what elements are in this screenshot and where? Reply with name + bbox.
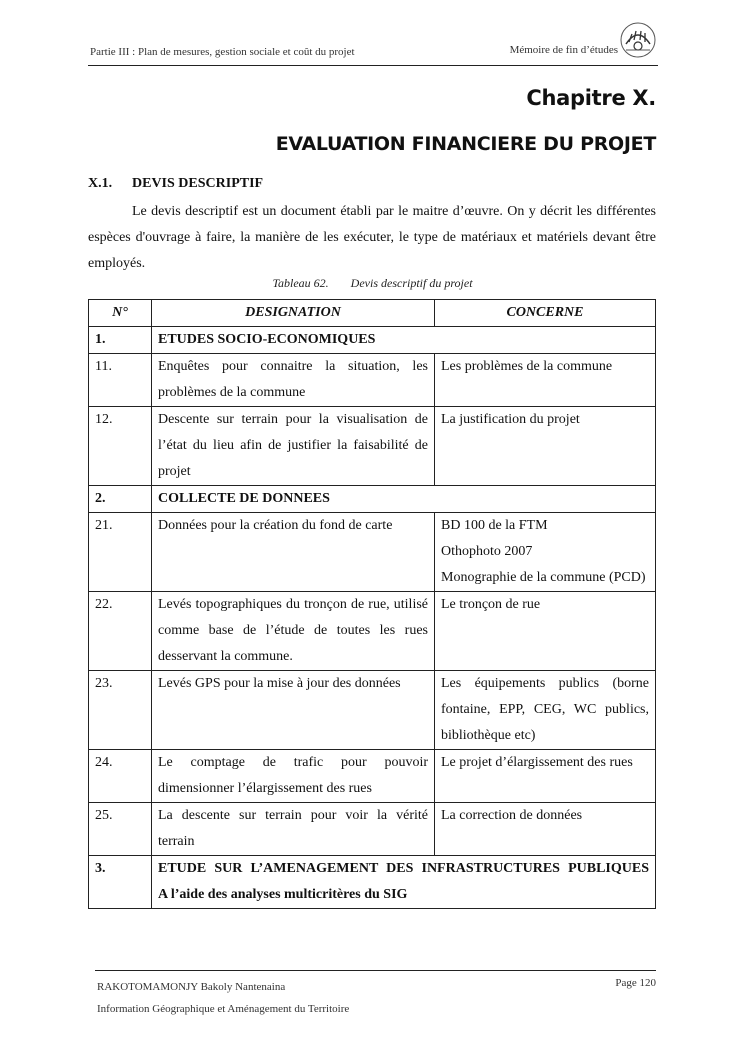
row-number: 25.	[89, 803, 152, 856]
page-header	[88, 40, 658, 66]
row-number: 24.	[89, 750, 152, 803]
row-concerne: Le tronçon de rue	[435, 592, 656, 671]
designation-text: ETUDE SUR L’AMENAGEMENT DES INFRASTRUCTURES PUBLIQUES	[158, 861, 649, 876]
row-designation-line	[158, 856, 649, 882]
table-row	[89, 327, 656, 354]
row-designation	[152, 856, 656, 909]
body-paragraph: Le devis descriptif est un document établi par le maitre d’œuvre. On y décrit les différentes espèces d'ouvrage à faire, la manière de les exécuter, le type de matériaux et matériels devant être employés.	[88, 204, 656, 271]
section-heading	[88, 176, 263, 192]
chapter-title: Chapitre X.	[526, 86, 656, 110]
table-row	[89, 592, 656, 671]
footer-institution: Information Géographique et Aménagement du Territoire	[97, 1003, 350, 1015]
table-row	[89, 407, 656, 486]
header-memoire-title: Mémoire de fin d’études	[509, 44, 618, 56]
row-number: 21.	[89, 513, 152, 592]
table-row	[89, 354, 656, 407]
row-number: 3.	[89, 856, 152, 909]
concerne-line: Othophoto 2007	[441, 544, 533, 559]
table-row	[89, 856, 656, 909]
row-concerne: La justification du projet	[435, 407, 656, 486]
row-number: 11.	[89, 354, 152, 407]
header-designation: DESIGNATION	[152, 300, 435, 327]
university-logo-icon	[618, 20, 658, 60]
section-title: DEVIS DESCRIPTIF	[132, 176, 264, 191]
row-number: 2.	[89, 486, 152, 513]
caption-title: Devis descriptif du projet	[350, 276, 473, 290]
header-part-title: Partie III : Plan de mesures, gestion sociale et coût du projet	[90, 46, 355, 58]
row-concerne: La correction de données	[435, 803, 656, 856]
header-n: N°	[89, 300, 152, 327]
caption-number: Tableau 62.	[272, 276, 329, 290]
page-number: Page 120	[615, 977, 656, 989]
row-designation-subline: A l’aide des analyses multicritères du SIG	[158, 887, 408, 902]
row-number: 22.	[89, 592, 152, 671]
row-number: 1.	[89, 327, 152, 354]
chapter-subtitle: EVALUATION FINANCIERE DU PROJET	[275, 133, 656, 155]
table-row	[89, 486, 656, 513]
table-header-row	[89, 300, 656, 327]
row-designation: Descente sur terrain pour la visualisation de l’état du lieu afin de justifier la faisabilité de projet	[152, 407, 435, 486]
row-designation: COLLECTE DE DONNEES	[152, 486, 656, 513]
row-concerne: Les équipements publics (borne fontaine, EPP, CEG, WC publics, bibliothèque etc)	[435, 671, 656, 750]
row-designation: ETUDES SOCIO-ECONOMIQUES	[152, 327, 656, 354]
header-concerne: CONCERNE	[435, 300, 656, 327]
row-concerne: Les problèmes de la commune	[435, 354, 656, 407]
row-designation: Le comptage de trafic pour pouvoir dimensionner l’élargissement des rues	[152, 750, 435, 803]
row-concerne	[435, 513, 656, 592]
row-designation: Levés topographiques du tronçon de rue, utilisé comme base de l’étude de toutes les rues desservant la commune.	[152, 592, 435, 671]
table-row	[89, 671, 656, 750]
footer-divider	[95, 970, 656, 971]
row-designation: Enquêtes pour connaitre la situation, les problèmes de la commune	[152, 354, 435, 407]
table-row	[89, 803, 656, 856]
row-designation: La descente sur terrain pour voir la vérité terrain	[152, 803, 435, 856]
devis-table	[88, 299, 656, 909]
table-row	[89, 513, 656, 592]
row-concerne: Le projet d’élargissement des rues	[435, 750, 656, 803]
table-caption	[0, 276, 745, 291]
row-designation: Levés GPS pour la mise à jour des données	[152, 671, 435, 750]
row-number: 23.	[89, 671, 152, 750]
row-number: 12.	[89, 407, 152, 486]
concerne-line: Monographie de la commune (PCD)	[441, 570, 646, 585]
section-number: X.1.	[88, 176, 113, 191]
footer-author: RAKOTOMAMONJY Bakoly Nantenaina	[97, 981, 286, 993]
table-row	[89, 750, 656, 803]
row-designation: Données pour la création du fond de carte	[152, 513, 435, 592]
concerne-line: BD 100 de la FTM	[441, 518, 548, 533]
